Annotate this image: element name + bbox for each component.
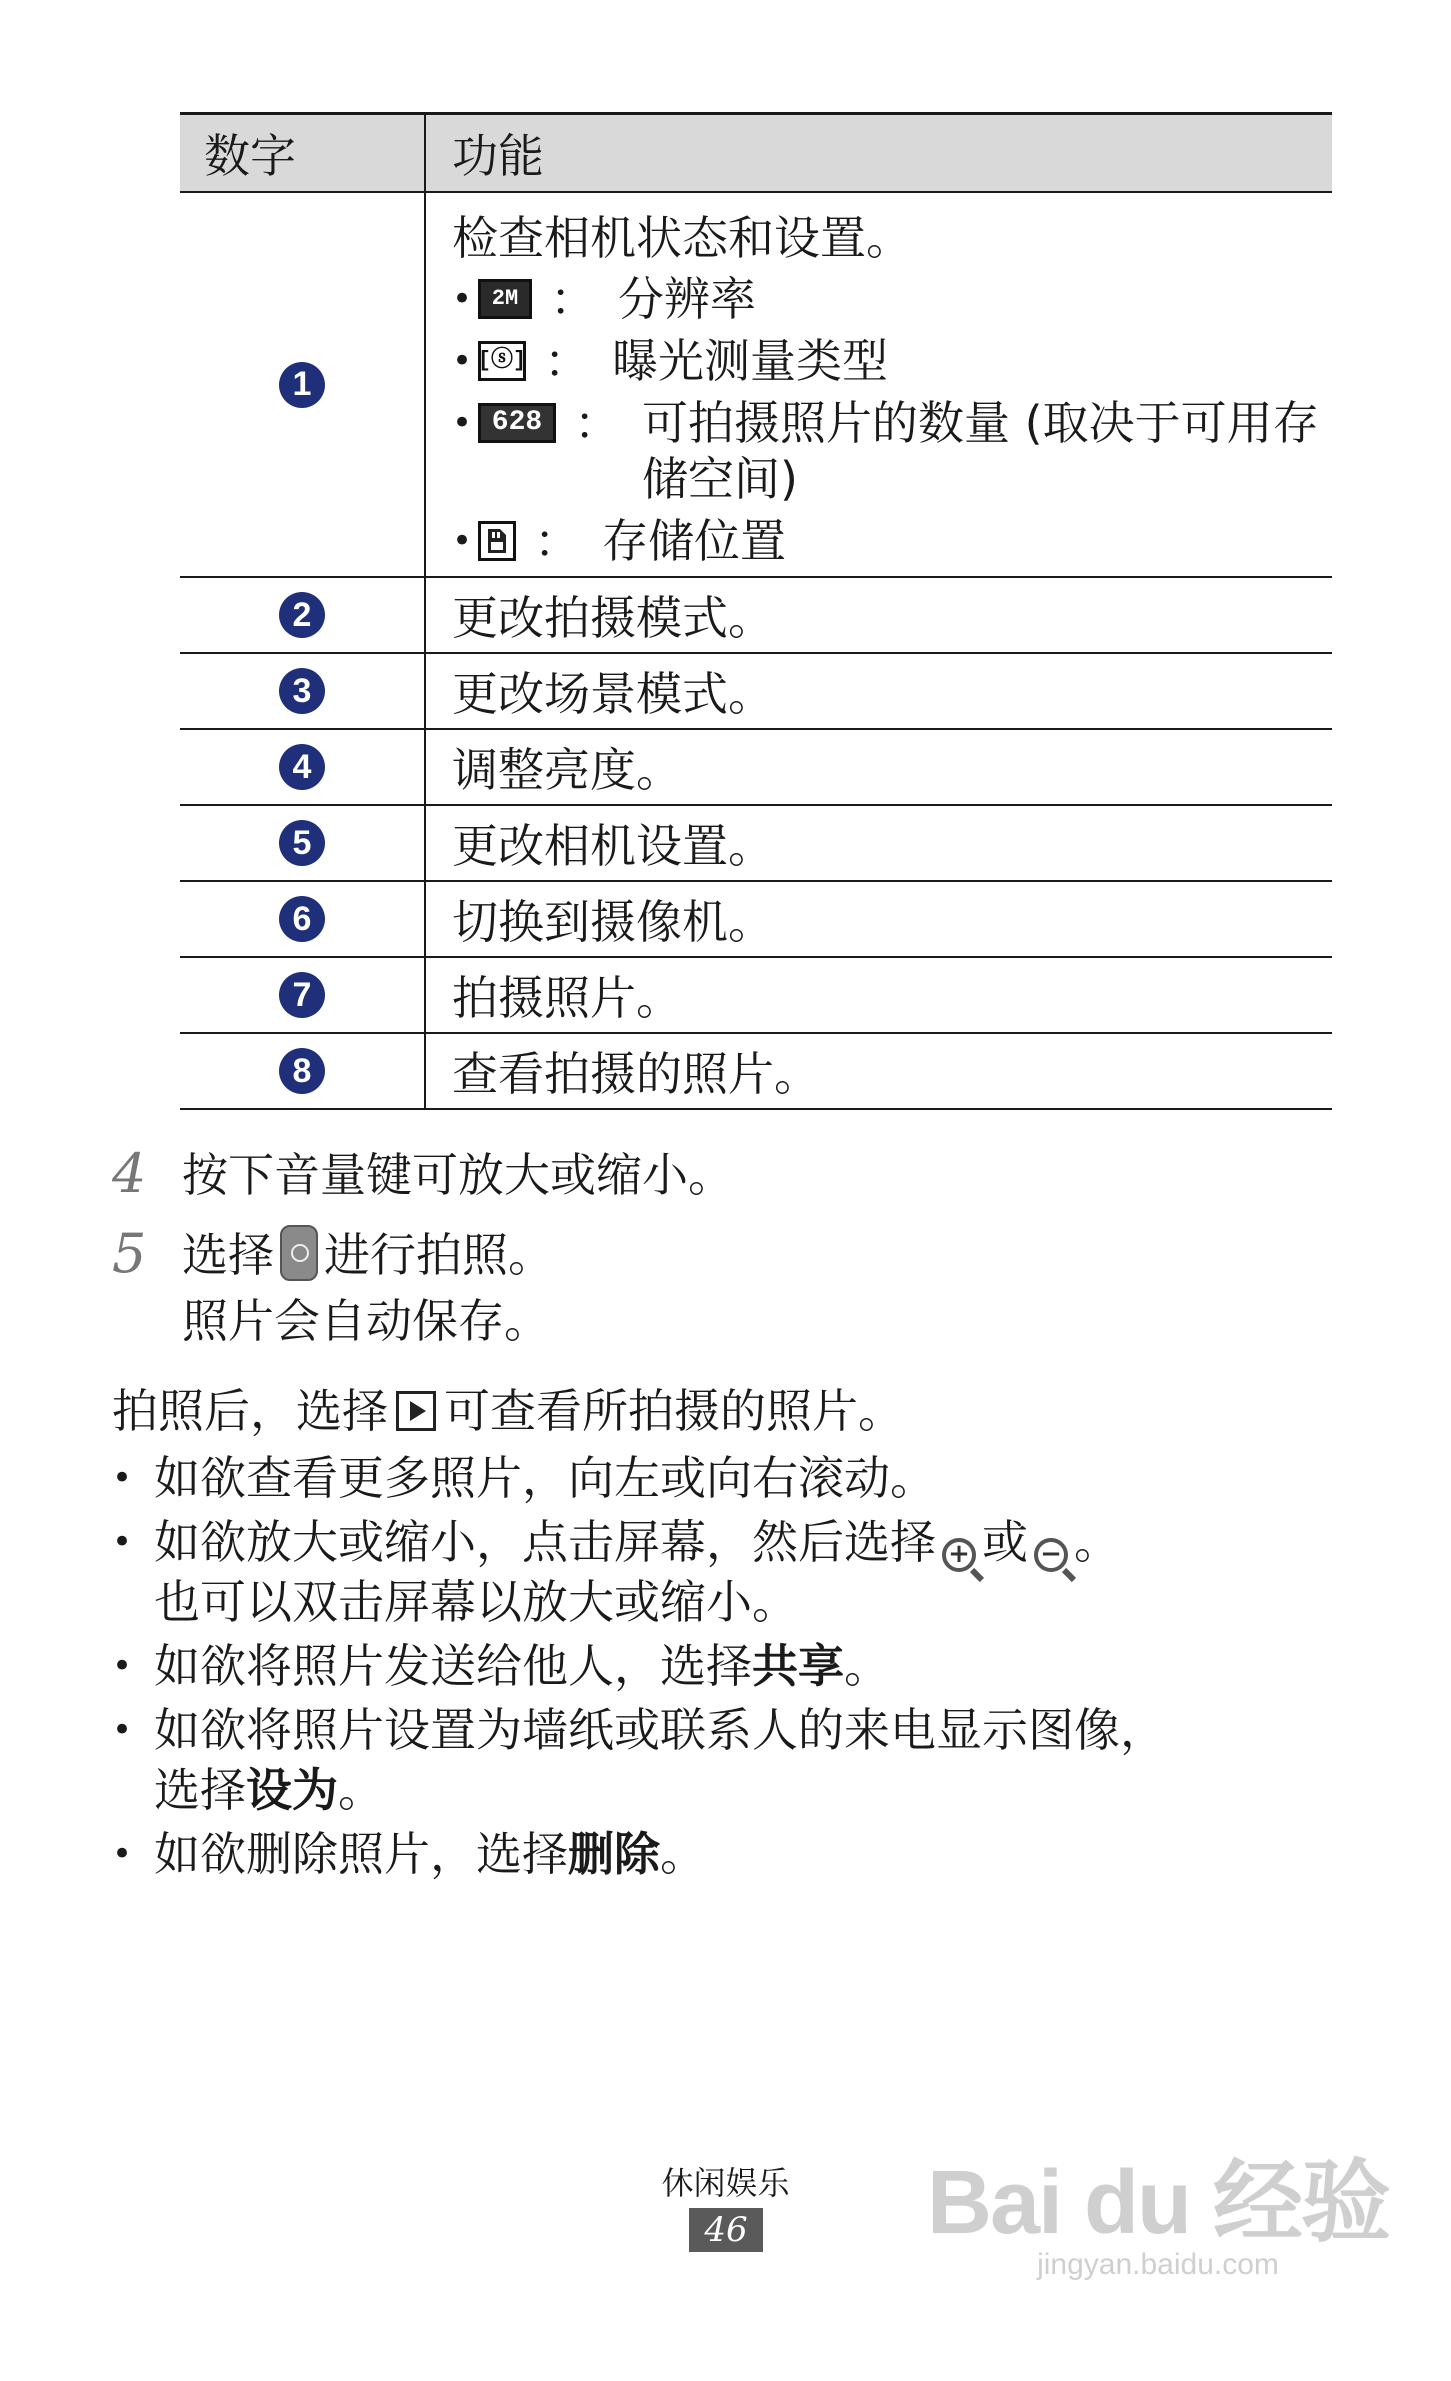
row-text: 拍摄照片。	[452, 971, 682, 1025]
number-badge: 3	[279, 668, 325, 714]
step-number: 5	[112, 1222, 147, 1285]
table-header	[180, 112, 1332, 193]
table-row	[180, 958, 1332, 1034]
table-row	[180, 193, 1332, 578]
number-badge: 2	[279, 592, 325, 638]
row-text: 更改拍摄模式。	[452, 591, 774, 645]
step-5: 5 选择 进行拍照。 照片会自动保存。	[112, 1222, 554, 1354]
row-text: 检查相机状态和设置。	[452, 211, 912, 265]
function-table	[180, 112, 1332, 1110]
zoom-in-icon: +	[942, 1538, 976, 1572]
table-row	[180, 806, 1332, 882]
number-badge: 7	[279, 972, 325, 1018]
list-item: • 2M ： 分辨率	[452, 272, 756, 326]
row-text: 查看拍摄的照片。	[452, 1047, 820, 1101]
step-note: 照片会自动保存。	[182, 1294, 550, 1348]
step-number: 4	[112, 1142, 147, 1205]
list-item: • [ⓢ] ： 曝光测量类型	[452, 334, 888, 388]
row-text: 更改场景模式。	[452, 667, 774, 721]
table-row	[180, 578, 1332, 654]
list-item: • 如欲查看更多照片，向左或向右滚动。	[112, 1451, 936, 1505]
step-4	[112, 1142, 734, 1208]
resolution-icon: 2M	[478, 279, 532, 319]
watermark	[926, 2153, 1389, 2282]
after-shot-text: 拍照后，选择 可查看所拍摄的照片。	[112, 1384, 904, 1438]
watermark-logo: Bai du 经验	[926, 2153, 1389, 2253]
list-item: • ： 存储位置	[452, 514, 786, 568]
play-icon	[396, 1391, 436, 1431]
table-row	[180, 730, 1332, 806]
header-number: 数字	[180, 115, 426, 191]
storage-icon	[478, 521, 516, 561]
list-item: • 如欲放大或缩小，点击屏幕，然后选择 + 或 − 。 也可以双击屏幕以放大或缩小。	[112, 1515, 1120, 1629]
photo-count-icon: 628	[478, 403, 556, 443]
watermark-url: jingyan.baidu.com	[1037, 2248, 1279, 2281]
number-badge: 4	[279, 744, 325, 790]
row-text: 切换到摄像机。	[452, 895, 774, 949]
metering-icon: [ⓢ]	[478, 341, 526, 381]
list-item: • 628 ： 可拍摄照片的数量 (取决于可用存储空间)	[452, 396, 1319, 506]
list-item: • 如欲删除照片，选择删除。	[112, 1827, 706, 1881]
zoom-out-icon: −	[1034, 1538, 1068, 1572]
table-row	[180, 1034, 1332, 1110]
table-row	[180, 882, 1332, 958]
table-row	[180, 654, 1332, 730]
number-badge: 1	[279, 362, 325, 408]
number-badge: 5	[279, 820, 325, 866]
page-number: 46	[689, 2208, 763, 2252]
list-item: • 如欲将照片发送给他人，选择共享。	[112, 1639, 890, 1693]
number-badge: 8	[279, 1048, 325, 1094]
step-text: 按下音量键可放大或缩小。	[182, 1148, 734, 1202]
row-text: 调整亮度。	[452, 743, 682, 797]
tips-list	[112, 1448, 1342, 1888]
header-function: 功能	[452, 129, 544, 183]
row-text: 更改相机设置。	[452, 819, 774, 873]
list-item: • 如欲将照片设置为墙纸或联系人的来电显示图像， 选择设为。	[112, 1703, 1166, 1817]
section-name: 休闲娱乐	[661, 2164, 790, 2202]
number-badge: 6	[279, 896, 325, 942]
camera-shutter-icon	[280, 1225, 318, 1281]
